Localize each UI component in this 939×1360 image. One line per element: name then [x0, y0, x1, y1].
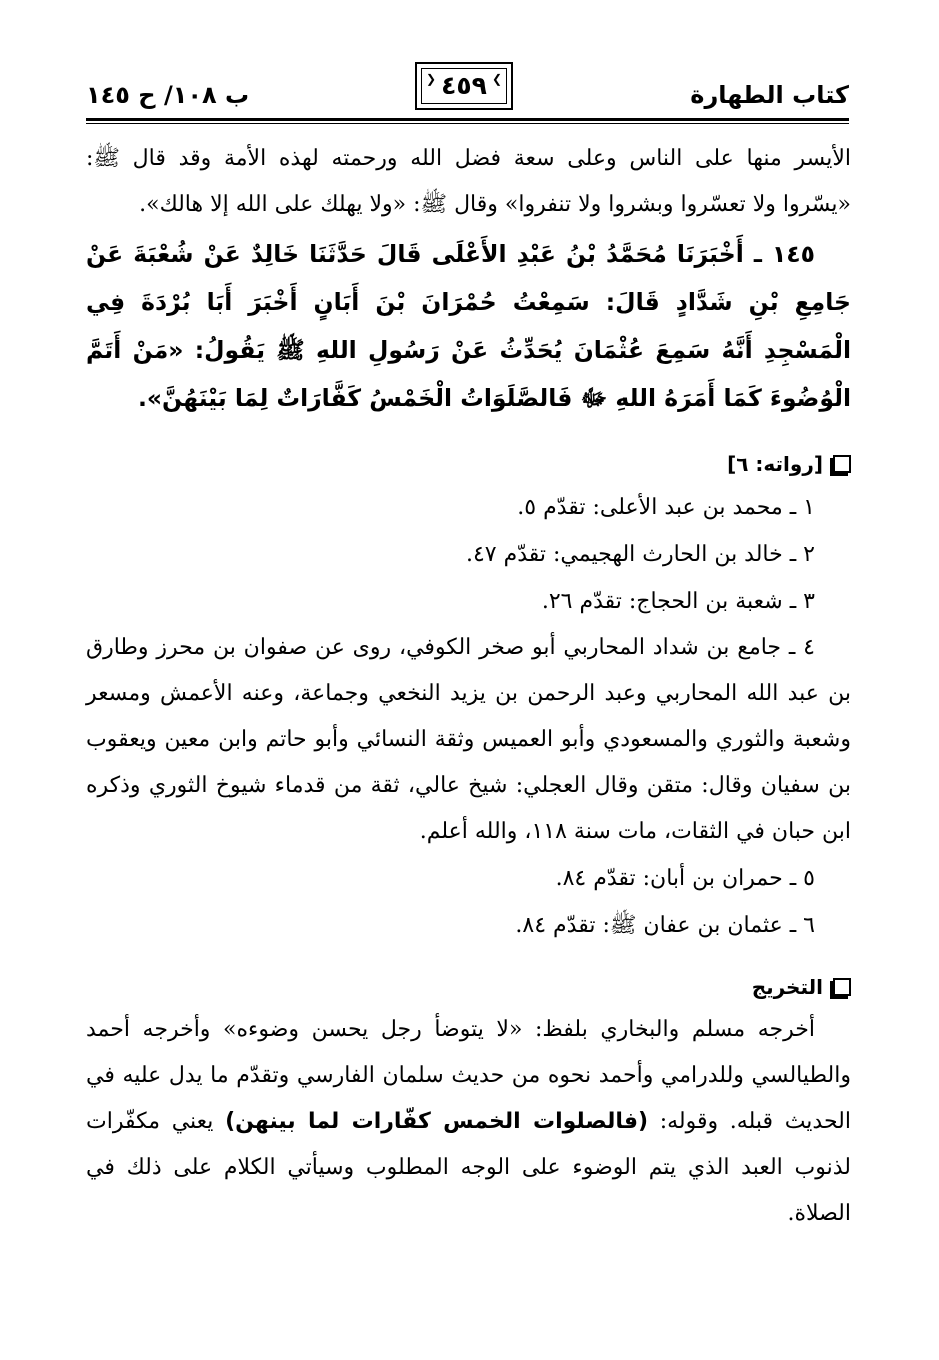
- hadith-text: ١٤٥ ـ أَخْبَرَنَا مُحَمَّدُ بْنُ عَبْدِ الأَعْلَى قَالَ حَدَّثَنَا خَالِدٌ عَنْ شُعْبَةَ عَنْ جَامِعِ بْنِ شَدَّادٍ قَالَ: سَمِعْتُ حُمْرَانَ بْنَ أَبَانٍ أَخْبَرَ أَبَا بُرْدَةَ فِي الْمَسْجِدِ أَنَّهُ سَمِعَ عُثْمَانَ يُحَدِّثُ عَنْ رَسُولِ اللهِ ﷺ يَقُولُ: «مَنْ أَتَمَّ الْوُضُوءَ كَمَا أَمَرَهُ اللهِ ﷻ فَالصَّلَوَاتُ الْخَمْسُ كَفَّارَاتٌ لِمَا بَيْنَهُنَّ».: [86, 240, 851, 412]
- header-rule-thin: [86, 123, 849, 124]
- square-bullet-icon: [833, 978, 851, 996]
- narrator-item: ٥ ـ حمران بن أبان: تقدّم ٨٤.: [555, 866, 815, 891]
- narrators-heading: [86, 444, 851, 484]
- takhrij-text-after: يعني مكفّرات لذنوب العبد الذي يتم الوضوء على الوجه المطلوب وسيأتي الكلام على ذلك في الصلاة.: [86, 1109, 851, 1226]
- ornament-icon: ❯: [491, 72, 502, 86]
- takhrij-text-before: أخرجه مسلم والبخاري بلفظ: «لا يتوضأ رجل يحسن وضوءه» وأخرجه أحمد والطيالسي وللدرامي وأحمد نحوه من حديث سلمان الفارسي وتقدّم ما يدل عليه في الحديث قبله. وقوله:: [86, 1017, 851, 1134]
- page-content: [86, 136, 851, 1237]
- narrator-item: ٢ ـ خالد بن الحارث الهجيمي: تقدّم ٤٧.: [465, 542, 815, 567]
- chapter-hadith-reference: ب ١٠٨/ ح ١٤٥: [86, 81, 250, 109]
- takhrij-paragraph: [86, 1007, 851, 1237]
- page-number-frame: [415, 62, 513, 110]
- narrator-item: ٦ ـ عثمان بن عفان ﷺ: تقدّم ٨٤.: [515, 913, 815, 938]
- narrator-item: ٣ ـ شعبة بن الحجاج: تقدّم ٢٦.: [541, 589, 815, 614]
- narrator-item: ١ ـ محمد بن عبد الأعلى: تقدّم ٥.: [517, 495, 815, 520]
- header-rule: [86, 118, 849, 121]
- takhrij-title: التخريج: [751, 975, 823, 999]
- intro-paragraph: الأيسر منها على الناس وعلى سعة فضل الله ورحمته لهذه الأمة وقد قال ﷺ: «يسّروا ولا تعسّروا وبشروا ولا تنفروا» وقال ﷺ: «ولا يهلك على الله إلا هالك».: [86, 146, 851, 217]
- narrator-item-biography: ٤ ـ جامع بن شداد المحاربي أبو صخر الكوفي، روى عن صفوان بن محرز وطارق بن عبد الله المحاربي وعبد الرحمن بن يزيد النخعي وجماعة، وعنه الأعمش ومسعر وشعبة والثوري والمسعودي وأبو العميس وثقة النسائي وأبو حاتم وابن معين ويعقوب بن سفيان وقال: متقن وقال العجلي: شيخ عالي، ثقة من قدماء شيوخ الثوري وذكره ابن حبان في الثقات، مات سنة ١١٨، والله أعلم.: [86, 635, 851, 844]
- narrators-title: [رواته: ٦]: [727, 452, 823, 476]
- page-number: ٤٥٩: [441, 71, 487, 100]
- book-title: كتاب الطهارة: [690, 81, 849, 109]
- page-header: [86, 60, 849, 124]
- takhrij-quote: (فالصلوات الخمس كفّارات لما بينهن): [225, 1109, 649, 1134]
- takhrij-heading: [86, 967, 851, 1007]
- ornament-icon: ❮: [426, 72, 437, 86]
- square-bullet-icon: [833, 455, 851, 473]
